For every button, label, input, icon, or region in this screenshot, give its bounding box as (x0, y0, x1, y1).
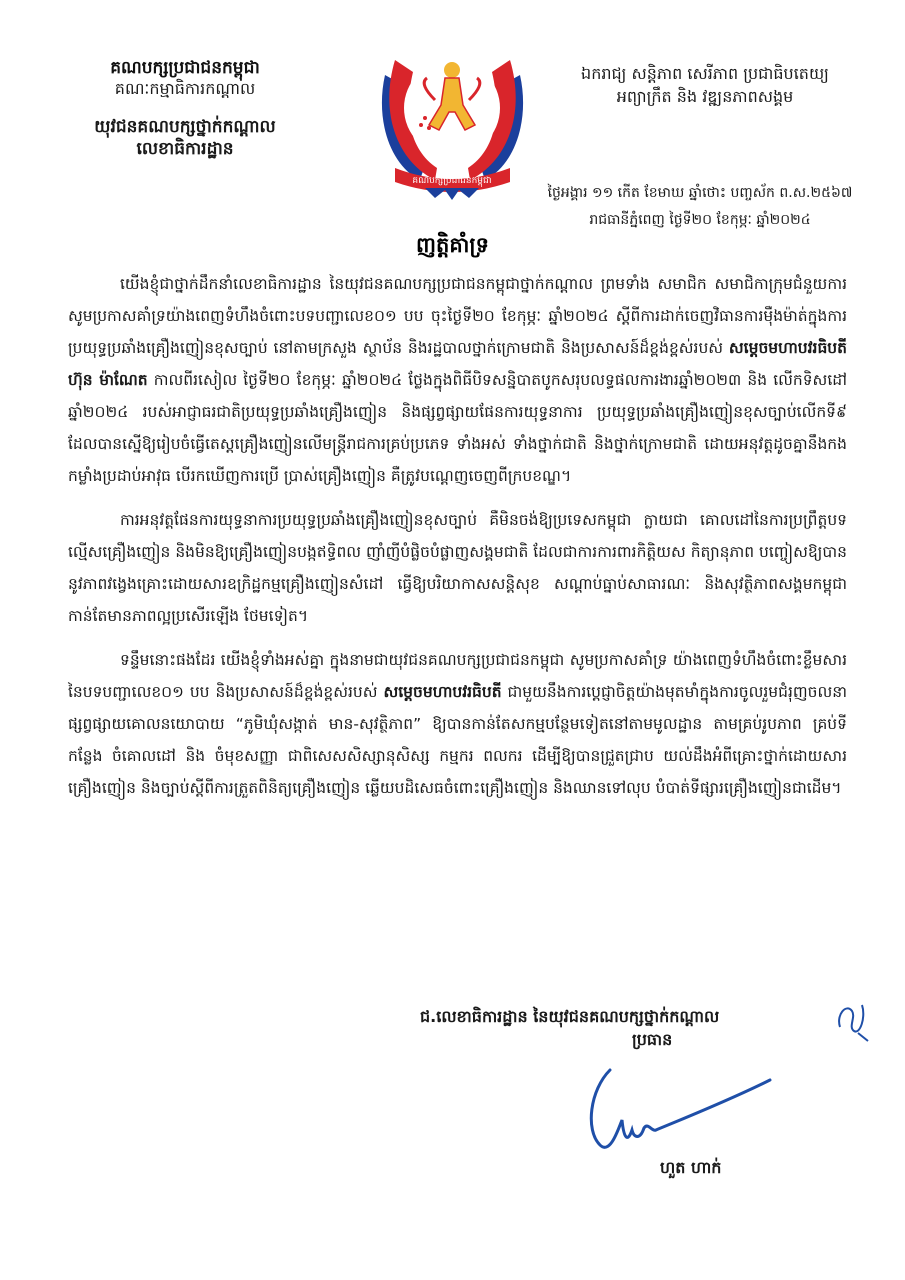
paragraph-3-part-a: ទន្ទឹមនោះផងដែរ យើងខ្ញុំទាំងអស់គ្នា ក្នុងនាមជាយុវជនគណបក្សប្រជាជនកម្ពុជា សូមប្រកាសគាំទ្រ យ៉ាងពេញទំហឹងចំពោះខ្លឹមសារនៃបទបញ្ជាលេខ០១ បប និងប្រសាសន៍ដ៏ខ្ពង់ខ្ពស់របស់ (68, 651, 847, 701)
committee-name: គណៈកម្មាធិការកណ្តាល (114, 79, 256, 99)
left-header (60, 58, 310, 160)
solar-date: រាជធានីភ្នំពេញ ថ្ងៃទី២០ ខែកុម្ភៈ ឆ្នាំ២០២៤ (589, 211, 811, 228)
party-name: គណបក្សប្រជាជនកម្ពុជា (110, 58, 260, 78)
secretariat-name: លេខាធិការដ្ឋាន (136, 138, 234, 159)
leader-name: សម្តេចមហាបវរធិបតី ហ៊ុន ម៉ាណែត (68, 339, 847, 389)
signature-block (420, 1005, 870, 1177)
paragraph-3-part-b: ជាមួយនឹងការប្តេជ្ញាចិត្តយ៉ាងមុតមាំក្នុងការចូលរួមជំរុញចលនាផ្សព្វផ្សាយគោលនយោបាយ “ភូមិឃុំសង្កាត់ មាន-សុវត្ថិភាព” ឱ្យបានកាន់តែសកម្មបន្ថែមទៀតនៅតាមមូលដ្ឋាន តាមគ្រប់រូបភាព គ្រប់ទីកន្លែង ចំគោលដៅ និង ចំមុខសញ្ញា ជាពិសេសសិស្សានុសិស្ស កម្មករ ពលករ ដើម្បីឱ្យបានជ្រួតជ្រាប យល់ដឹងអំពីគ្រោះថ្នាក់ដោយសារ គ្រឿងញៀន និងច្បាប់ស្តីពីការត្រួតពិនិត្យគ្រឿងញៀន ឆ្លើយបដិសេធចំពោះគ្រឿងញៀន និងឈានទៅលុប បំបាត់ទីផ្សារគ្រឿងញៀនជាដើម។ (68, 683, 847, 797)
logo-ribbon-text: គណបក្សប្រជាជនកម្ពុជា (412, 176, 492, 186)
motto-line-1: ឯករាជ្យ សន្តិភាព សេរីភាព ប្រជាធិបតេយ្យ (581, 64, 829, 83)
date-block (535, 180, 865, 233)
signatory-name: ហួត ហាក់ (660, 1158, 722, 1177)
document-title: ញត្តិគាំទ្រ (416, 233, 489, 257)
signature-title: ជ.លេខាធិការដ្ឋាន នៃយុវជនគណបក្សថ្នាក់កណ្តាល (420, 1007, 720, 1026)
right-header (545, 62, 865, 108)
initial-mark-icon (832, 997, 872, 1045)
youth-name: យុវជនគណបក្សថ្នាក់កណ្តាល (94, 117, 276, 138)
lunar-date: ថ្ងៃអង្គារ ១១ កើត ខែមាឃ ឆ្នាំថោះ បញ្ចស័ក ព.ស.២៥៦៧ (547, 185, 853, 201)
motto-line-2: អព្យាក្រឹត និង វឌ្ឍនភាពសង្គម (616, 87, 794, 107)
leader-title: សម្តេចមហាបវរធិបតី (383, 683, 502, 701)
paragraph-2: ការអនុវត្តផែនការយុទ្ធនាការប្រយុទ្ធប្រឆាំងគ្រឿងញៀនខុសច្បាប់ គឺមិនចង់ឱ្យប្រទេសកម្ពុជា ក្លាយជា គោលដៅនៃការប្រព្រឹត្តបទល្មើសគ្រឿងញៀន និងមិនឱ្យគ្រឿងញៀនបង្កឥទ្ធិពល ញាំញីបំផ្លិចបំផ្លាញសង្គមជាតិ ដែលជាការការពារកិត្តិយស កិត្យានុភាព បញ្ចៀសឱ្យបាននូវភាពវង្វេងគ្រោះដោយសារឧក្រិដ្ឋកម្មគ្រឿងញៀនសំដៅ ធ្វើឱ្យបរិយាកាសសន្តិសុខ សណ្តាប់ធ្នាប់សាធារណៈ និងសុវត្ថិភាពសង្គមកម្ពុជាកាន់តែមានភាពល្អប្រសើរឡើង ថែមទៀត។ (68, 511, 847, 625)
paragraph-1 (68, 268, 847, 492)
handwritten-signature-icon (570, 1060, 810, 1170)
paragraph-1-part-a: យើងខ្ញុំជាថ្នាក់ដឹកនាំលេខាធិការដ្ឋាន នៃយុវជនគណបក្សប្រជាជនកម្ពុជាថ្នាក់កណ្តាល ព្រមទាំង សមាជិក សមាជិកាក្រុមជំនួយការ សូមប្រកាសគាំទ្រយ៉ាងពេញទំហឹងចំពោះបទបញ្ជាលេខ០១ បប ចុះថ្ងៃទី២០ ខែកុម្ភៈ ឆ្នាំ២០២៤ ស្តីពីការដាក់ចេញវិធានការម៉ឺងម៉ាត់ក្នុងការប្រយុទ្ធប្រឆាំងគ្រឿងញៀនខុសច្បាប់ នៅតាមក្រសួង ស្ថាប័ន និងរដ្ឋបាលថ្នាក់ក្រោមជាតិ និងប្រសាសន៍ដ៏ខ្ពង់ខ្ពស់របស់ (68, 275, 847, 357)
paragraph-3 (68, 644, 847, 804)
paragraph-1-part-b: កាលពីរសៀល ថ្ងៃទី២០ ខែកុម្ភៈ ឆ្នាំ២០២៤ ថ្លែងក្នុងពិធីបិទសន្និបាតបូកសរុបលទ្ធផលការងារឆ្នាំ២០២៣ និង លើកទិសដៅឆ្នាំ២០២៤ របស់អាជ្ញាធរជាតិប្រយុទ្ធប្រឆាំងគ្រឿងញៀន និងផ្សព្វផ្សាយផែនការយុទ្ធនាការ ប្រយុទ្ធប្រឆាំងគ្រឿងញៀនខុសច្បាប់លើកទី៩ ដែលបានស្នើឱ្យរៀបចំធ្វើតេស្តគ្រឿងញៀនលើមន្ត្រីរាជការគ្រប់ប្រភេទ ទាំងអស់ ទាំងថ្នាក់ជាតិ និងថ្នាក់ក្រោមជាតិ ដោយអនុវត្តដូចគ្នានឹងកងកម្លាំងប្រដាប់អាវុធ បើរកឃើញការប្រើ ប្រាស់គ្រឿងញៀន គឺត្រូវបណ្តេញចេញពីក្របខណ្ឌ។ (68, 371, 847, 485)
document-body (68, 268, 847, 816)
party-logo-icon (365, 30, 540, 205)
signature-role: ប្រធាន (632, 1030, 673, 1049)
